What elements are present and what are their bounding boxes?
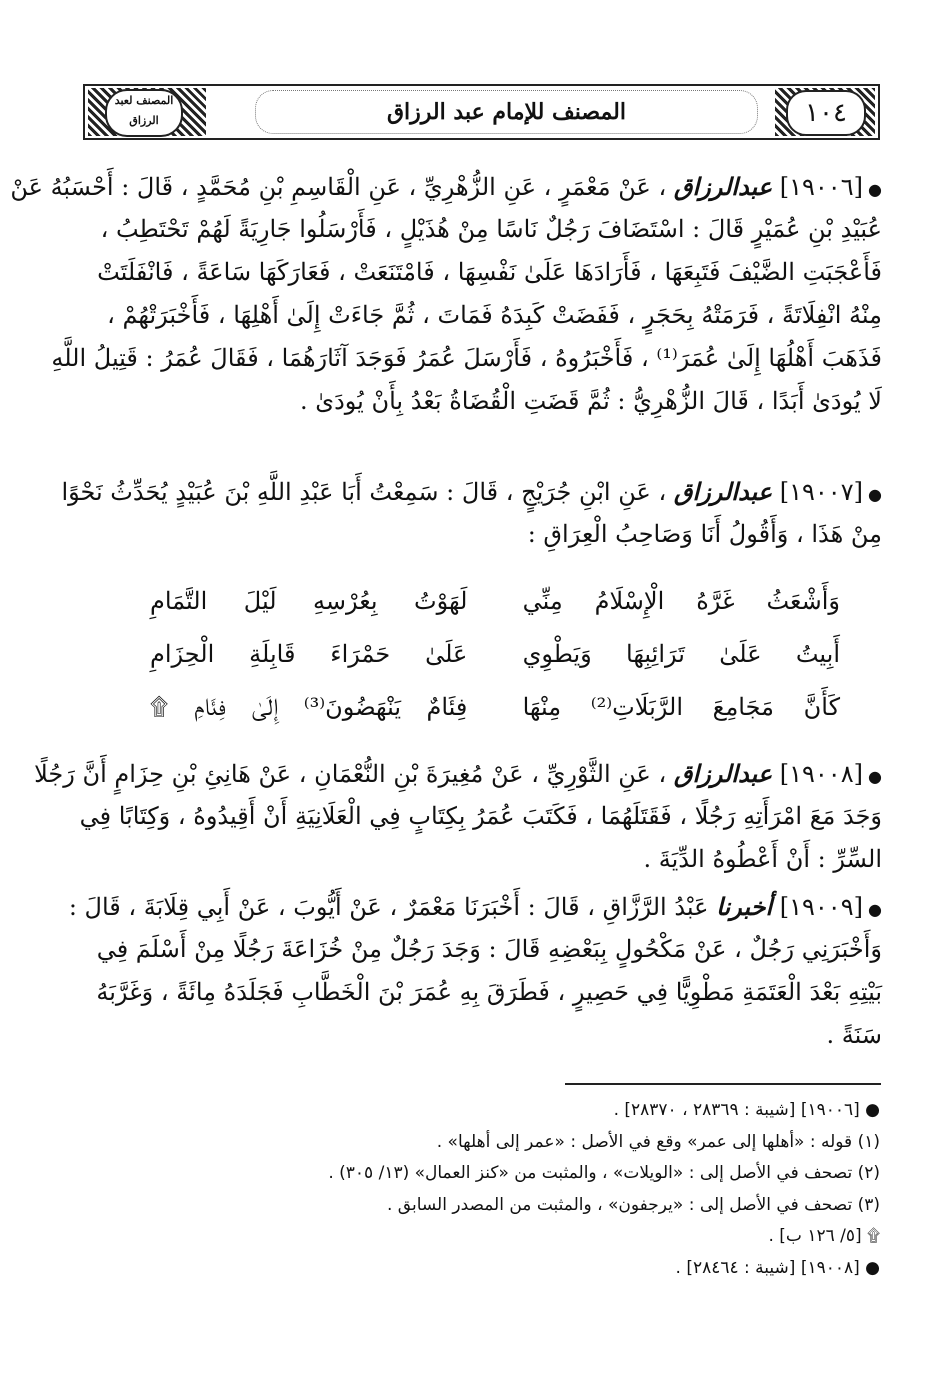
hadith-19006	[10, 165, 882, 423]
line-text: ، عَنِ ابْنِ جُرَيْجٍ ، قَالَ : سَمِعْتُ أَبَا عَبْدِ اللَّهِ بْنَ عُبَيْدٍ يُحَدِّثُ نَحْوًا	[61, 478, 667, 506]
text-line	[61, 470, 882, 513]
text-line	[34, 752, 882, 795]
text-line	[96, 971, 882, 1014]
narrator-name: عبدالرزاق	[673, 759, 773, 788]
footnote: ۩ [٥/ ١٢٦ ب] .	[768, 1226, 880, 1246]
line-text: بَيْتِهِ بَعْدَ الْعَتَمَةِ مَطْوِيًّا فِي حَصِيرٍ ، فَطَرَقَ بِهِ عُمَرَ بْنَ الْخَطَّابِ فَجَلَدَهُ مِائَةً ، وَغَرَّبَهُ	[96, 978, 882, 1006]
bullet-icon: ●	[862, 900, 882, 919]
book-logo: المصنف لعبد الرزاق	[105, 89, 183, 137]
page-header	[83, 84, 880, 140]
book-title: المصنف للإمام عبد الرزاق	[255, 90, 758, 134]
footnote: ● [١٩٠٠٦] [شيبة : ٢٨٣٦٩ ، ٢٨٣٧٠] .	[613, 1100, 880, 1120]
poem	[150, 575, 840, 734]
line-text: ، عَنْ مَعْمَرٍ ، عَنِ الزُّهْرِيِّ ، عَنِ الْقَاسِمِ بْنِ مُحَمَّدٍ ، قَالَ : أَحْسَبُهُ عَنْ	[10, 173, 667, 201]
bullet-icon: ●	[862, 180, 882, 199]
hadith-19009	[68, 885, 882, 1057]
verse-first-half: وَأَشْعَثُ غَرَّهُ الْإِسْلَامُ مِنِّي	[522, 587, 840, 615]
footnote-divider	[565, 1083, 881, 1085]
text-line	[140, 1014, 882, 1057]
line-text: مِنْ هَذَا ، وَأَقُولُ أَنَا وَصَاحِبُ الْعِرَاقِ :	[527, 520, 882, 548]
text-line	[68, 885, 882, 928]
bullet-icon: ●	[862, 767, 882, 786]
footnote: (٣) تصحف في الأصل إلى : «يرجفون» ، والمثبت من المصدر السابق .	[386, 1194, 880, 1215]
verse-second-half: عَلَىٰ حَمْرَاءَ قَابِلَةِ الْحِزَامِ	[150, 640, 468, 668]
hadith-number: [١٩٠٠٨]	[779, 760, 863, 788]
verse-first-half: أَبِيتُ عَلَىٰ تَرَائِبِهَا وَيَطْوِي	[522, 640, 840, 668]
footnote: (١) قوله : «أهلها إلى عمر» وقع في الأصل : «عمر إلى أهلها» .	[436, 1131, 880, 1152]
line-text: سَنَةً .	[826, 1021, 882, 1049]
footnote: (٢) تصحف في الأصل إلى : «الويلات» ، والمثبت من «كنز العمال» (١٣/ ٣٠٥) .	[328, 1163, 880, 1183]
verse-first-half: كَأَنَّ مَجَامِعَ الرَّبَلَاتِ⁽²⁾ مِنْهَا	[522, 693, 840, 721]
footnotes	[328, 1095, 880, 1284]
verse-second-half: فِئَامٌ يَنْهَضُونَ⁽³⁾ إِلَىٰ فِئَامِ ۩	[150, 693, 468, 721]
line-text: لَا يُودَىٰ أَبَدًا ، قَالَ الزُّهْرِيُّ : ثُمَّ قَضَتِ الْقُضَاةُ بَعْدُ بِأَنْ يُودَىٰ .	[300, 387, 882, 415]
page-number: ١٠٤	[786, 90, 866, 136]
line-text: وَأَخْبَرَنِي رَجُلٌ ، عَنْ مَكْحُولٍ بِبَعْضِهِ قَالَ : وَجَدَ رَجُلٌ مِنْ خُزَاعَةَ رَجُلًا مِنْ أَسْلَمَ فِي	[96, 935, 882, 963]
text-line	[100, 208, 882, 251]
footnote: ● [١٩٠٠٨] [شيبة : ٢٨٤٦٤] .	[675, 1257, 880, 1278]
line-text: عَبْدُ الرَّزَّاقِ ، قَالَ : أَخْبَرَنَا مَعْمَرٌ ، عَنْ أَيُّوبَ ، عَنْ أَبِي قِلَابَةَ ، قَالَ :	[68, 893, 709, 921]
line-text: فَذَهَبَ أَهْلُهَا إِلَىٰ عُمَرَ⁽¹⁾ ، فَأَخْبَرُوهُ ، فَأَرْسَلَ عُمَرُ فَوَجَدَ آثَارَهُمَا ، فَقَالَ عُمَرُ : قَتِيلُ اللَّهِ	[51, 344, 882, 372]
text-line	[96, 928, 882, 971]
text-line	[140, 380, 882, 423]
text-line	[97, 251, 882, 294]
narrator-name: أخبرنا	[716, 892, 773, 921]
narrator-name: عبدالرزاق	[673, 477, 773, 506]
poem-verse	[150, 628, 840, 681]
poem-verse	[150, 681, 840, 734]
line-text: ، عَنِ الثَّوْرِيِّ ، عَنْ مُغِيرَةَ بْنِ النُّعْمَانِ ، عَنْ هَانِئِ بْنِ حِزَامٍ أَنَّ رَجُلًا	[34, 760, 667, 788]
narrator-name: عبدالرزاق	[673, 172, 773, 201]
hadith-number: [١٩٠٠٦]	[779, 173, 863, 201]
text-line	[51, 337, 882, 380]
text-line	[140, 838, 882, 881]
line-text: عُبَيْدِ بْنِ عُمَيْرٍ قَالَ : اسْتَضَافَ رَجُلٌ نَاسًا مِنْ هُذَيْلٍ ، فَأَرْسَلُوا جَارِيَةً لَهُمْ تَحْتَطِبُ ،	[100, 215, 882, 243]
hadith-number: [١٩٠٠٩]	[779, 893, 863, 921]
text-line	[79, 795, 882, 838]
line-text: وَجَدَ مَعَ امْرَأَتِهِ رَجُلًا ، فَقَتَلَهُمَا ، فَكَتَبَ عُمَرُ بِكِتَابٍ فِي الْعَلَانِيَةِ أَنْ أَقِيدُوهُ ، وَكِتَابًا فِي	[79, 802, 882, 830]
hadith-number: [١٩٠٠٧]	[779, 478, 863, 506]
text-line	[10, 165, 882, 208]
poem-verse	[150, 575, 840, 628]
verse-second-half: لَهَوْتُ بِعُرْسِهِ لَيْلَ التَّمَامِ	[150, 587, 468, 615]
text-line	[140, 513, 882, 556]
text-line	[107, 294, 882, 337]
line-text: السِّرِّ : أَنْ أَعْطُوهُ الدِّيَةَ .	[643, 845, 882, 873]
hadith-19008	[34, 752, 882, 881]
line-text: فَأَعْجَبَتِ الضَّيْفَ فَتَبِعَهَا ، فَأَرَادَهَا عَلَىٰ نَفْسِهَا ، فَامْتَنَعَتْ ، فَعَارَكَهَا سَاعَةً ، فَانْفَلَتَتْ	[97, 258, 882, 286]
bullet-icon: ●	[862, 485, 882, 504]
hadith-19007	[61, 470, 882, 556]
line-text: مِنْهُ انْفِلَاتَةً ، فَرَمَتْهُ بِحَجَرٍ ، فَفَضَتْ كَبِدَهُ فَمَاتَ ، ثُمَّ جَاءَتْ إِلَىٰ أَهْلِهَا ، فَأَخْبَرَتْهُمْ ،	[107, 301, 882, 329]
